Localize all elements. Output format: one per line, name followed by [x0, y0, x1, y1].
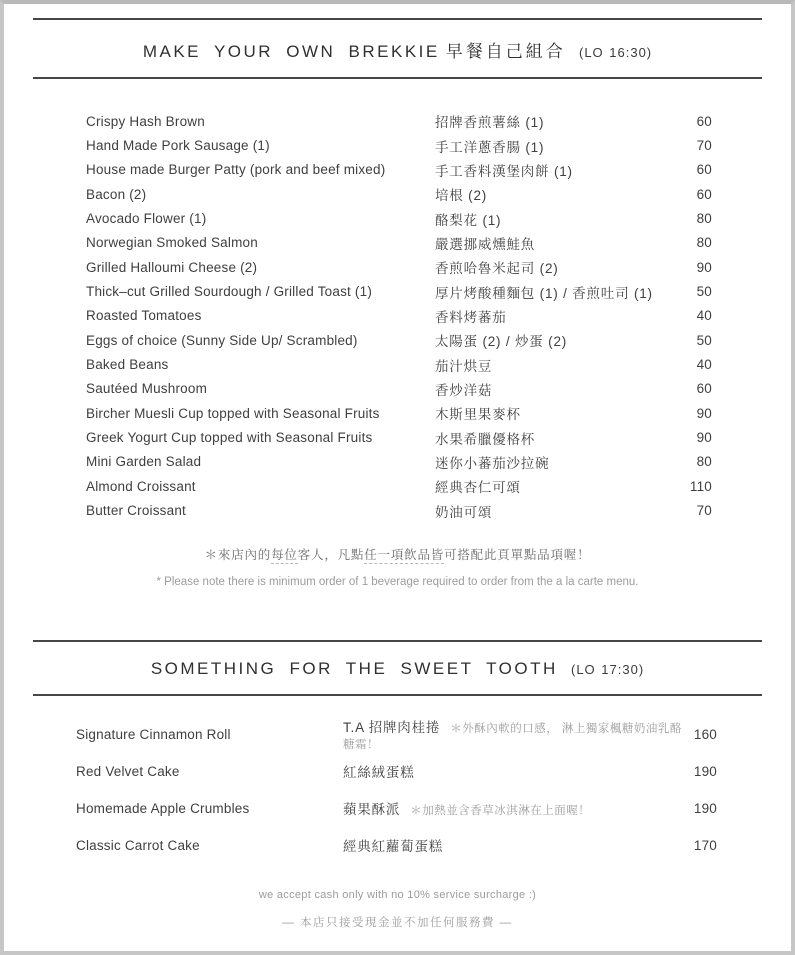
item-price: 60: [696, 381, 712, 397]
menu-item-row: [86, 109, 712, 133]
item-name-zh: 培根 (2): [435, 188, 488, 204]
item-name-en: Signature Cinnamon Roll: [76, 726, 231, 742]
item-name-zh: 手工洋蔥香腸 (1): [435, 139, 545, 155]
last-order-time: (LO 17:30): [571, 661, 645, 677]
menu-item-row: [86, 133, 712, 157]
menu-item-row: [76, 716, 717, 753]
item-name-en: Red Velvet Cake: [76, 763, 180, 779]
section-divider: [33, 77, 762, 79]
item-price: 190: [693, 763, 717, 779]
item-name-zh: 太陽蛋 (2) / 炒蛋 (2): [435, 334, 568, 350]
item-name-en: Thick–cut Grilled Sourdough / Grilled Toast (1): [86, 284, 373, 300]
item-name-zh: 迷你小蕃茄沙拉碗: [435, 455, 550, 471]
item-name-zh: 紅絲絨蛋糕: [343, 765, 415, 781]
note-zh-segment: ＊來店內的: [204, 547, 272, 562]
item-name-en: Bircher Muesli Cup topped with Seasonal Fruits: [86, 405, 380, 421]
item-name-en: Homemade Apple Crumbles: [76, 800, 250, 816]
item-name-en: Crispy Hash Brown: [86, 113, 205, 129]
menu-item-row: [86, 231, 712, 255]
footer-note-zh: — 本店只接受現金並不加任何服務費 —: [282, 916, 513, 929]
item-price: 40: [696, 357, 712, 373]
item-name-en: Eggs of choice (Sunny Side Up/ Scrambled): [86, 332, 358, 348]
item-name-en: Avocado Flower (1): [86, 211, 207, 227]
menu-item-row: [76, 790, 717, 827]
item-name-en: Greek Yogurt Cup topped with Seasonal Fruits: [86, 430, 373, 446]
item-name-zh: 經典杏仁可頌: [435, 480, 521, 496]
note-zh-underlined-segment: 任一項飲品皆: [364, 547, 445, 562]
item-price: 90: [696, 405, 712, 421]
item-name-zh: 經典紅蘿蔔蛋糕: [343, 839, 444, 855]
menu-item-row: [86, 450, 712, 474]
item-price: 70: [696, 138, 712, 154]
note-zh-segment: 客人，凡點: [297, 547, 365, 562]
item-price: 80: [696, 235, 712, 251]
footer-note-en: we accept cash only with no 10% service surcharge :): [258, 888, 537, 901]
section-title-zh: 早餐自己組合: [445, 42, 566, 61]
section-sweet: [33, 640, 762, 864]
menu-item-row: [86, 304, 712, 328]
item-name-zh: 茄汁烘豆: [435, 358, 493, 374]
item-name-en: Almond Croissant: [86, 478, 196, 494]
section-divider: [33, 694, 762, 696]
item-name-en: Hand Made Pork Sausage (1): [86, 138, 270, 154]
item-price: 90: [696, 259, 712, 275]
section-title-en: MAKE YOUR OWN BREKKIE: [142, 42, 440, 61]
item-name-zh: 蘋果酥派 ＊加熱並含香草冰淇淋在上面喔！: [343, 802, 591, 818]
item-price: 160: [693, 726, 717, 742]
item-name-en: Norwegian Smoked Salmon: [86, 235, 258, 251]
section-title-brekkie: [33, 20, 762, 77]
item-name-en: Classic Carrot Cake: [76, 837, 200, 853]
item-name-zh: 厚片烤酸種麵包 (1) / 香煎吐司 (1): [435, 285, 653, 301]
item-price: 60: [696, 113, 712, 129]
item-price: 60: [696, 162, 712, 178]
item-price: 80: [696, 454, 712, 470]
item-name-en: Roasted Tomatoes: [86, 308, 202, 324]
item-name-en: Baked Beans: [86, 357, 169, 373]
item-name-en: House made Burger Patty (pork and beef mixed): [86, 162, 386, 178]
menu-item-row: [76, 753, 717, 790]
item-name-zh: 手工香料漢堡肉餅 (1): [435, 163, 573, 179]
section-title-sweet: [33, 642, 762, 694]
item-price: 170: [693, 837, 717, 853]
item-name-en: Sautéed Mushroom: [86, 381, 208, 397]
item-name-zh: 香煎哈魯米起司 (2): [435, 261, 559, 277]
menu-item-row: [86, 401, 712, 425]
menu-item-row: [86, 474, 712, 498]
item-price: 90: [696, 430, 712, 446]
section-title-en: SOMETHING FOR THE SWEET TOOTH: [150, 658, 558, 678]
item-price: 190: [693, 800, 717, 816]
item-name-en: Bacon (2): [86, 186, 147, 202]
item-name-zh: 木斯里果麥杯: [435, 407, 521, 423]
note-zh-segment: 可搭配此頁單點品項喔！: [444, 547, 591, 562]
item-name-en: Mini Garden Salad: [86, 454, 202, 470]
item-price: 50: [696, 332, 712, 348]
menu-item-row: [86, 182, 712, 206]
item-name-zh: 香料烤蕃茄: [435, 309, 507, 325]
item-price: 110: [689, 478, 712, 494]
note-zh-underlined-segment: 每位: [271, 547, 298, 562]
menu-items-sweet: [76, 716, 717, 864]
menu-item-row: [86, 255, 712, 279]
item-name-zh: 香炒洋菇: [435, 382, 493, 398]
menu-item-row: [86, 377, 712, 401]
menu-item-row: [86, 279, 712, 303]
item-name-zh: 奶油可頌: [435, 504, 493, 520]
menu-item-row: [86, 206, 712, 230]
item-note: ＊加熱並含香草冰淇淋在上面喔！: [410, 805, 591, 818]
item-price: 50: [696, 284, 712, 300]
item-price: 70: [696, 503, 712, 519]
last-order-time: (LO 16:30): [578, 45, 653, 60]
footer: [33, 889, 762, 930]
menu-item-row: [86, 425, 712, 449]
item-name-zh: 酪梨花 (1): [435, 212, 502, 228]
item-price: 80: [696, 211, 712, 227]
menu-item-row: [86, 499, 712, 523]
item-name-zh: 水果希臘優格杯: [435, 431, 536, 447]
menu-item-row: [76, 827, 717, 864]
note-zh: [33, 545, 762, 563]
menu-items-brekkie: [86, 109, 712, 523]
item-name-en: Butter Croissant: [86, 503, 186, 519]
note-en: * Please note there is minimum order of 1 beverage required to order from the a la carte menu.: [156, 575, 639, 588]
section-brekkie: [33, 18, 762, 588]
item-name-zh: 招牌香煎薯絲 (1): [435, 115, 545, 131]
menu-item-row: [86, 158, 712, 182]
menu-item-row: [86, 352, 712, 376]
item-price: 60: [696, 186, 712, 202]
item-name-zh: T.A 招牌肉桂捲 ＊外酥內軟的口感， 淋上獨家楓糖奶油乳酪糖霜！: [343, 720, 682, 752]
menu-page: [33, 18, 762, 930]
item-price: 40: [696, 308, 712, 324]
menu-item-row: [86, 328, 712, 352]
item-note: ＊外酥內軟的口感， 淋上獨家楓糖奶油乳酪糖霜！: [343, 723, 682, 752]
item-name-zh: 嚴選挪威燻鮭魚: [435, 236, 536, 252]
item-name-en: Grilled Halloumi Cheese (2): [86, 259, 258, 275]
